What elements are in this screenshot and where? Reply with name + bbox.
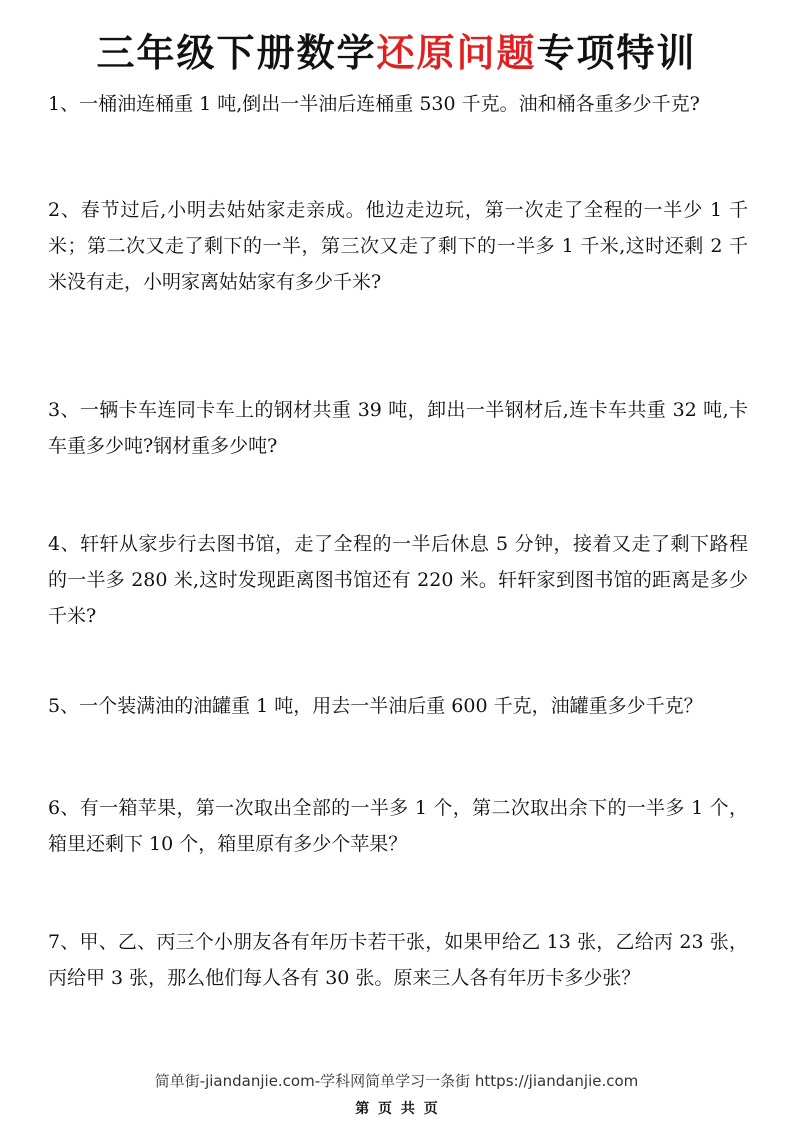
title-part-1: 三年级下册数学 [96,31,377,75]
question-1: 1、一桶油连桶重 1 吨,倒出一半油后连桶重 530 千克。油和桶各重多少千克? [48,93,700,115]
question-3: 3、一辆卡车连同卡车上的钢材共重 39 吨，卸出一半钢材后,连卡车共重 32 吨,卡车重多少吨?钢材重多少吨? [48,399,748,457]
title-highlight: 还原问题 [376,31,537,75]
title-part-2: 专项特训 [536,31,697,75]
question-6: 6、有一箱苹果，第一次取出全部的一半多 1 个，第二次取出余下的一半多 1 个，箱里还剩下 10 个，箱里原有多少个苹果？ [48,797,748,855]
question-2: 2、春节过后,小明去姑姑家走亲成。他边走边玩，第一次走了全程的一半少 1 千米；第二次又走了剩下的一半，第三次又走了剩下的一半多 1 千米,这时还剩 2 千米没有走，小明家离姑姑家有多少千米? [48,199,748,293]
question-7: 7、甲、乙、丙三个小朋友各有年历卡若干张，如果甲给乙 13 张，乙给丙 23 张，丙给甲 3 张，那么他们每人各有 30 张。原来三人各有年历卡多少张？ [48,931,748,989]
question-4: 4、轩轩从家步行去图书馆，走了全程的一半后休息 5 分钟，接着又走了剩下路程的一半多 280 米,这时发现距离图书馆还有 220 米。轩轩家到图书馆的距离是多少千米? [48,533,748,627]
footer-source-text: 简单街-jiandanjie.com-学科网简单学习一条街 https://jiandanjie.com [154,1072,639,1090]
page-title [0,22,793,77]
question-5: 5、一个装满油的油罐重 1 吨，用去一半油后重 600 千克，油罐重多少千克？ [48,695,703,717]
footer-page-number: 第 页 共 页 [355,1101,438,1117]
